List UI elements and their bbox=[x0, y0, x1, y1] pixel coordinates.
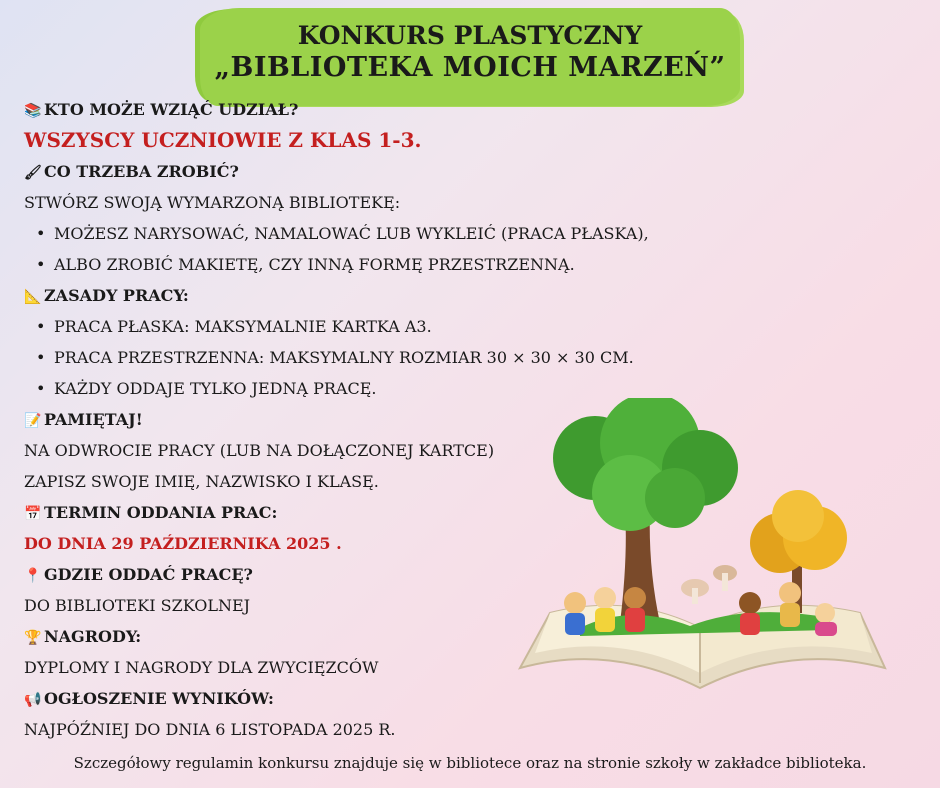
remember-line: ZAPISZ SWOJE IMIĘ, NAZWISKO I KLASĘ. bbox=[24, 472, 379, 491]
paintbrush-icon: 🖌 bbox=[24, 165, 42, 181]
mushrooms bbox=[681, 565, 737, 604]
trophy-icon: 🏆 bbox=[24, 630, 42, 646]
prizes-answer: DYPLOMY I NAGRODY DLA ZWYCIĘZCÓW bbox=[24, 658, 379, 677]
books-icon: 📚 bbox=[24, 103, 42, 119]
title-line-2: „BIBLIOTEKA MOICH MARZEŃ” bbox=[214, 52, 726, 84]
who-answer: WSZYSCY UCZNIOWIE Z KLAS 1-3. bbox=[24, 128, 422, 152]
who-heading: 📚 KTO MOŻE WZIĄĆ UDZIAŁ? bbox=[24, 94, 704, 125]
deadline-heading: 📅 TERMIN ODDANIA PRAC: bbox=[24, 497, 704, 528]
list-item: • MOŻESZ NARYSOWAĆ, NAMALOWAĆ LUB WYKLEIĆ (PRACA PŁASKA), bbox=[24, 218, 704, 249]
triangle-ruler-icon: 📐 bbox=[24, 289, 42, 305]
pin-icon: 📍 bbox=[24, 568, 42, 584]
where-answer: DO BIBLIOTEKI SZKOLNEJ bbox=[24, 596, 251, 615]
title-line-1: KONKURS PLASTYCZNY bbox=[297, 21, 643, 50]
footer-note: Szczegółowy regulamin konkursu znajduje się w bibliotece oraz na stronie szkoły w zakładce biblioteka. bbox=[73, 754, 867, 772]
deadline-answer: DO DNIA 29 PAŹDZIERNIKA 2025 . bbox=[24, 534, 342, 553]
list-item: • PRACA PRZESTRZENNA: MAKSYMALNY ROZMIAR 30 × 30 × 30 CM. bbox=[24, 342, 704, 373]
megaphone-icon: 📢 bbox=[24, 692, 42, 708]
rules-heading: 📐 ZASADY PRACY: bbox=[24, 280, 704, 311]
green-tree bbox=[553, 398, 738, 623]
where-heading: 📍 GDZIE ODDAĆ PRACĘ? bbox=[24, 559, 704, 590]
list-item: • KAŻDY ODDAJE TYLKO JEDNĄ PRACĘ. bbox=[24, 373, 704, 404]
remember-line: NA ODWROCIE PRACY (LUB NA DOŁĄCZONEJ KARTCE) bbox=[24, 441, 495, 460]
list-item: • PRACA PŁASKA: MAKSYMALNIE KARTKA A3. bbox=[24, 311, 704, 342]
remember-heading: 📝 PAMIĘTAJ! bbox=[24, 404, 704, 435]
memo-icon: 📝 bbox=[24, 413, 42, 429]
what-intro: STWÓRZ SWOJĄ WYMARZONĄ BIBLIOTEKĘ: bbox=[24, 193, 401, 212]
what-heading: 🖌 CO TRZEBA ZROBIĆ? bbox=[24, 156, 704, 187]
results-answer: NAJPÓŹNIEJ DO DNIA 6 LISTOPADA 2025 R. bbox=[24, 720, 396, 739]
calendar-icon: 📅 bbox=[24, 506, 42, 522]
poster-title bbox=[200, 20, 740, 85]
list-item: • ALBO ZROBIĆ MAKIETĘ, CZY INNĄ FORMĘ PRZESTRZENNĄ. bbox=[24, 249, 704, 280]
prizes-heading: 🏆 NAGRODY: bbox=[24, 621, 704, 652]
results-heading: 📢 OGŁOSZENIE WYNIKÓW: bbox=[24, 683, 704, 714]
book-tree-illustration bbox=[510, 398, 890, 698]
